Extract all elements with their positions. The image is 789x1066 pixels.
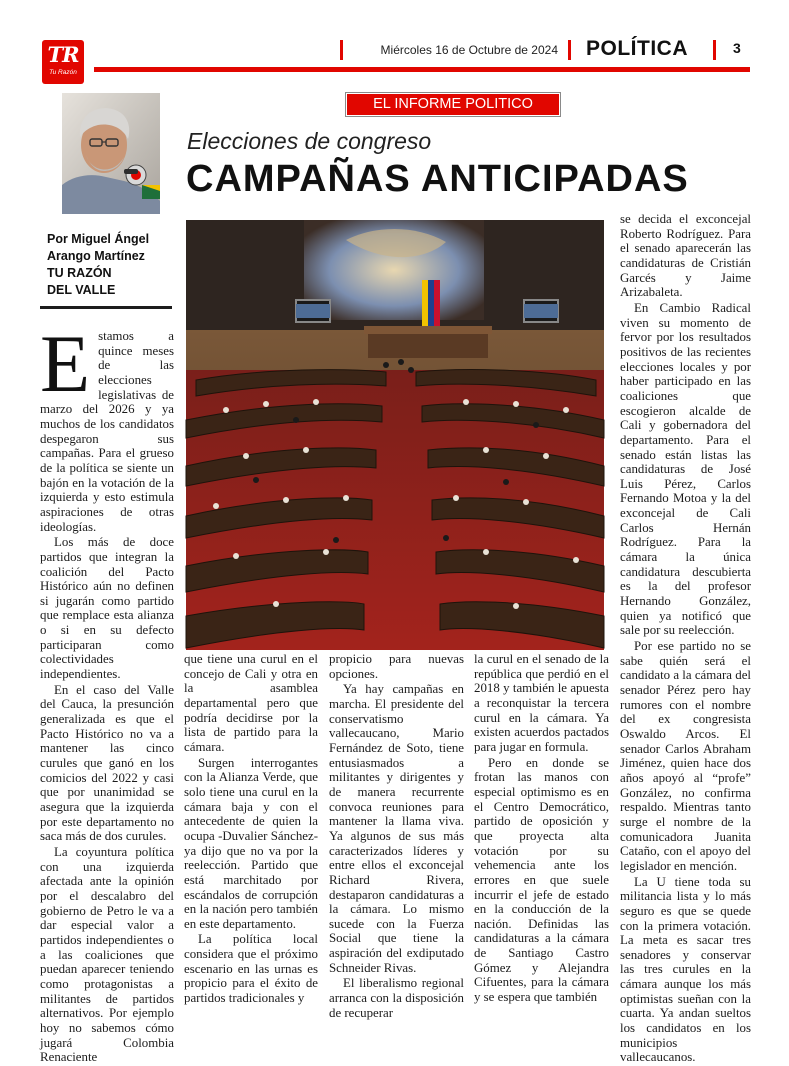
article-column-4 <box>474 652 609 1006</box>
header-rule <box>94 67 750 72</box>
article-paragraph: Los más de doce partidos que integran la coalición del Pacto Histórico aún no definen si jugarán como partido que remplace esta alianza o si en su defecto participaran como colectividades independientes. <box>40 535 174 682</box>
drop-cap: E <box>40 318 91 409</box>
header-divider <box>713 40 716 60</box>
byline-line: DEL VALLE <box>47 283 116 297</box>
article-paragraph: Ya hay campañas en marcha. El presidente del conservatismo vallecaucano, Mario Fernández de Soto, tiene entusiasmados a militantes y dirigentes y de manera recurrente convoca reuniones para mantener la llama viva. Ya algunos de sus más caracterizados líderes y entre ellos el exconcejal Richard Rivera, destaparon candidaturas a la cámara. Lo mismo sucede con la Fuerza Social que tiene la aspiración del exdiputado Schneider Rivas. <box>329 682 464 975</box>
article-column-5 <box>620 212 751 1066</box>
byline-rule <box>40 306 172 309</box>
congress-chamber-photo <box>186 220 604 650</box>
author-byline <box>47 231 177 299</box>
article-paragraph: que tiene una curul en el concejo de Cali y otra en la asamblea departamental pero que podría decidirse por la lista de partido para la cámara. <box>184 652 318 754</box>
section-title: POLÍTICA <box>586 37 688 60</box>
issue-date: Miércoles 16 de Octubre de 2024 <box>380 43 558 57</box>
logo-text: Tu Razón <box>49 69 77 76</box>
article-subhead: Elecciones de congreso <box>187 128 432 154</box>
article-paragraph: la curul en el senado de la república que perdió en el 2018 y también le apuesta a reconquistar la tercera curul en la cámara. Ya existen acuerdos pactados para jugar en formula. <box>474 652 609 754</box>
article-headline: CAMPAÑAS ANTICIPADAS <box>186 158 689 200</box>
byline-line: TU RAZÓN <box>47 266 112 280</box>
article-paragraph: propicio para nuevas opciones. <box>329 652 464 681</box>
paragraph-text: stamos a quince meses de las elecciones legislativas de marzo del 2026 y ya muchos de los candidatos despegaron sus campañas. Para el grueso de la política se siente un bajón en la votación de la izquierda y esto estimula aspiraciones de otras ideologías. <box>40 329 174 534</box>
article-column-3 <box>329 652 464 1021</box>
article-paragraph: se decida el exconcejal Roberto Rodríguez. Para el senado aparecerán las candidaturas de Cristián Garcés y Jaime Arizabaleta. <box>620 212 751 300</box>
article-paragraph: En el caso del Valle del Cauca, la presunción generalizada es que el Pacto Histórico no va a mantener las cinco curules que ganó en los comicios del 2022 y casi que por unanimidad se asegura que la izquierda por este departamento no saca más de dos curules. <box>40 682 174 844</box>
author-portrait-image <box>62 93 160 214</box>
header-divider <box>340 40 343 60</box>
byline-line: Por Miguel Ángel <box>47 232 150 246</box>
header-divider <box>568 40 571 60</box>
brand-logo[interactable] <box>42 40 84 84</box>
article-paragraph: Por ese partido no se sabe quién será el candidato a la cámara del senador Pérez pero hay rumores con el nombre del ex congresista Oswaldo Arcos. El senador Carlos Abraham Jiménez, quien hace dos años apoyó al “profe” González, no confirma respaldo. Mientras tanto surge el nombre de la comunicadora Juanita Cataño, con el apoyo del legislador en mención. <box>620 639 751 873</box>
page-number: 3 <box>733 40 741 56</box>
article-column-1 <box>40 318 174 1066</box>
article-paragraph: La coyuntura política con una izquierda afectada ante la opinión por el descalabro del gobierno de Petro le va a dar especial valor a partidos independientes o a las coaliciones que puedan aparecer teniendo como protagonistas a militantes de partidos alternativos. Por ejemplo hoy no sabemos cómo jugará Colombia Renaciente <box>40 844 174 1065</box>
section-kicker: EL INFORME POLITICO <box>347 94 559 115</box>
byline-line: Arango Martínez <box>47 249 145 263</box>
article-paragraph <box>40 318 174 534</box>
article-paragraph: Pero en donde se frotan las manos con especial optimismo es en el Centro Democrático, partido de oposición y que proyecta alta votación por su vehemencia ante los errores en que suele incurrir el jefe de estado en la conducción de la nación. Definidas las candidaturas a la cámara de Santiago Castro Gómez y Alejandra Cifuentes, para la cámara y se espera que también <box>474 755 609 1005</box>
article-paragraph: Surgen interrogantes con la Alianza Verde, que solo tiene una curul en la cámara baja y con el antecedente de quien la ocupa -Duvalier Sánchez- ya dijo que no va por la reelección. Partido que está marchitado por escándalos de corrupción en la nación pero también en este departamento. <box>184 755 318 931</box>
article-paragraph: La política local considera que el próximo escenario en las urnas es propicio para el éxito de partidos tradicionales y <box>184 932 318 1006</box>
article-paragraph: En Cambio Radical viven su momento de fervor por los resultados positivos de las recientes elecciones locales y por haber participado en las coaliciones que escogieron alcalde de Cali y gobernadora del departamento. Para el senado están listas las candidaturas de José Luis Pérez, Carlos Fernando Motoa y la del exconcejal de Cali Carlos Hernán Rodríguez. Para la cámara la única candidatura descubierta es la del profesor Hernando González, quien ya notificó que sale por su reelección. <box>620 300 751 638</box>
logo-mark: TR <box>47 42 79 67</box>
article-paragraph: El liberalismo regional arranca con la disposición de recuperar <box>329 976 464 1020</box>
article-column-2 <box>184 652 318 1007</box>
article-paragraph: La U tiene toda su militancia lista y lo más seguro es que se quede con la primera votación. La meta es sacar tres senadores y conservar las tres curules en la cámara aunque los más optimistas sueñan con la cuarta. Ya andan sueltos los candidatos en los municipios vallecaucanos. <box>620 874 751 1065</box>
